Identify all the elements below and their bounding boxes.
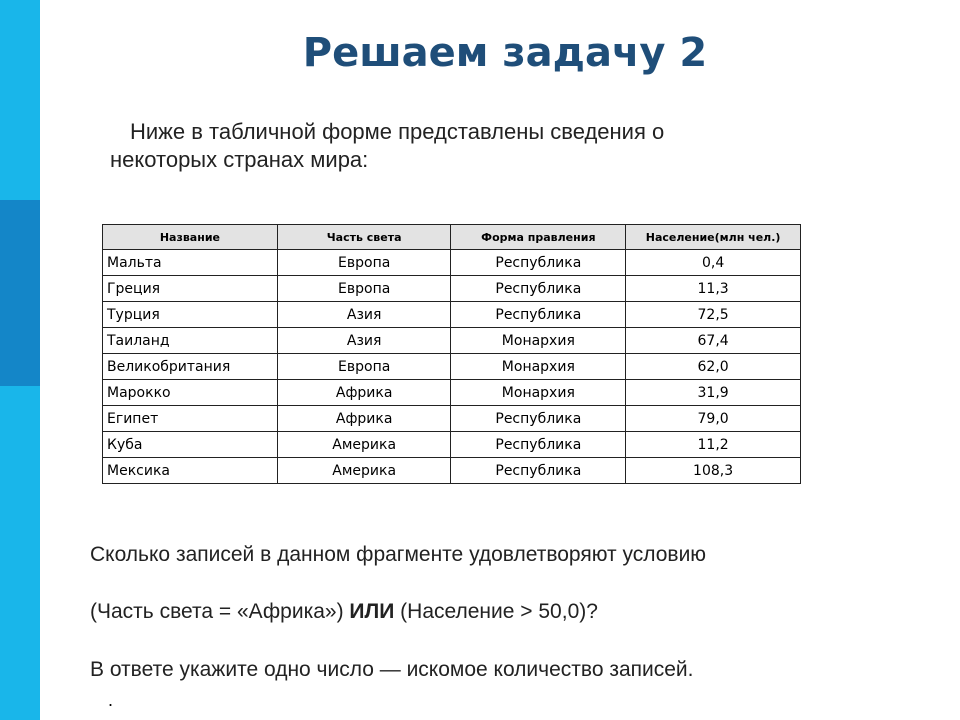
cell-government: Республика [451,250,626,276]
cell-government: Монархия [451,380,626,406]
header-population: Население(млн чел.) [626,225,801,250]
intro-text [110,118,750,174]
table-row [103,328,801,354]
cell-population: 31,9 [626,380,801,406]
cell-region: Европа [277,354,451,380]
cell-name: Великобритания [103,354,278,380]
cell-population: 62,0 [626,354,801,380]
table-row [103,354,801,380]
cell-region: Европа [277,250,451,276]
cell-government: Монархия [451,328,626,354]
cell-name: Турция [103,302,278,328]
cell-name: Куба [103,432,278,458]
question-condition-right: (Население > 50,0)? [394,600,598,623]
table-header-row [103,225,801,250]
cell-region: Америка [277,458,451,484]
cell-government: Монархия [451,354,626,380]
slide-title: Решаем задачу 2 [302,30,708,76]
cell-region: Африка [277,406,451,432]
cell-population: 79,0 [626,406,801,432]
cell-population: 0,4 [626,250,801,276]
cell-name: Мексика [103,458,278,484]
question-line-1: Сколько записей в данном фрагменте удовлетворяют условию [90,543,707,566]
question-line-3: В ответе укажите одно число — искомое количество записей. [90,658,694,681]
cell-population: 108,3 [626,458,801,484]
cell-government: Республика [451,432,626,458]
cell-population: 11,3 [626,276,801,302]
table-row [103,380,801,406]
cell-government: Республика [451,302,626,328]
intro-line-1: Ниже в табличной форме представлены сведения о [130,119,665,144]
table-row [103,250,801,276]
table-row [103,302,801,328]
cell-government: Республика [451,406,626,432]
question-condition-left: (Часть света = «Африка») [90,600,350,623]
cell-region: Азия [277,328,451,354]
header-region: Часть света [277,225,451,250]
table-row [103,432,801,458]
header-name: Название [103,225,278,250]
cell-government: Республика [451,276,626,302]
table-row [103,406,801,432]
cell-population: 72,5 [626,302,801,328]
question-line-2 [90,600,598,624]
side-accent-bar-dark [0,200,40,386]
countries-table [102,224,801,484]
cell-region: Африка [277,380,451,406]
cell-population: 11,2 [626,432,801,458]
cell-population: 67,4 [626,328,801,354]
table-row [103,276,801,302]
table-row [103,458,801,484]
cell-region: Америка [277,432,451,458]
cell-name: Таиланд [103,328,278,354]
cell-region: Азия [277,302,451,328]
cell-government: Республика [451,458,626,484]
intro-line-2: некоторых странах мира: [110,147,369,172]
cell-name: Греция [103,276,278,302]
trailing-dot: . [108,690,114,710]
cell-region: Европа [277,276,451,302]
cell-name: Египет [103,406,278,432]
cell-name: Марокко [103,380,278,406]
header-government: Форма правления [451,225,626,250]
question-operator: ИЛИ [349,600,395,623]
cell-name: Мальта [103,250,278,276]
